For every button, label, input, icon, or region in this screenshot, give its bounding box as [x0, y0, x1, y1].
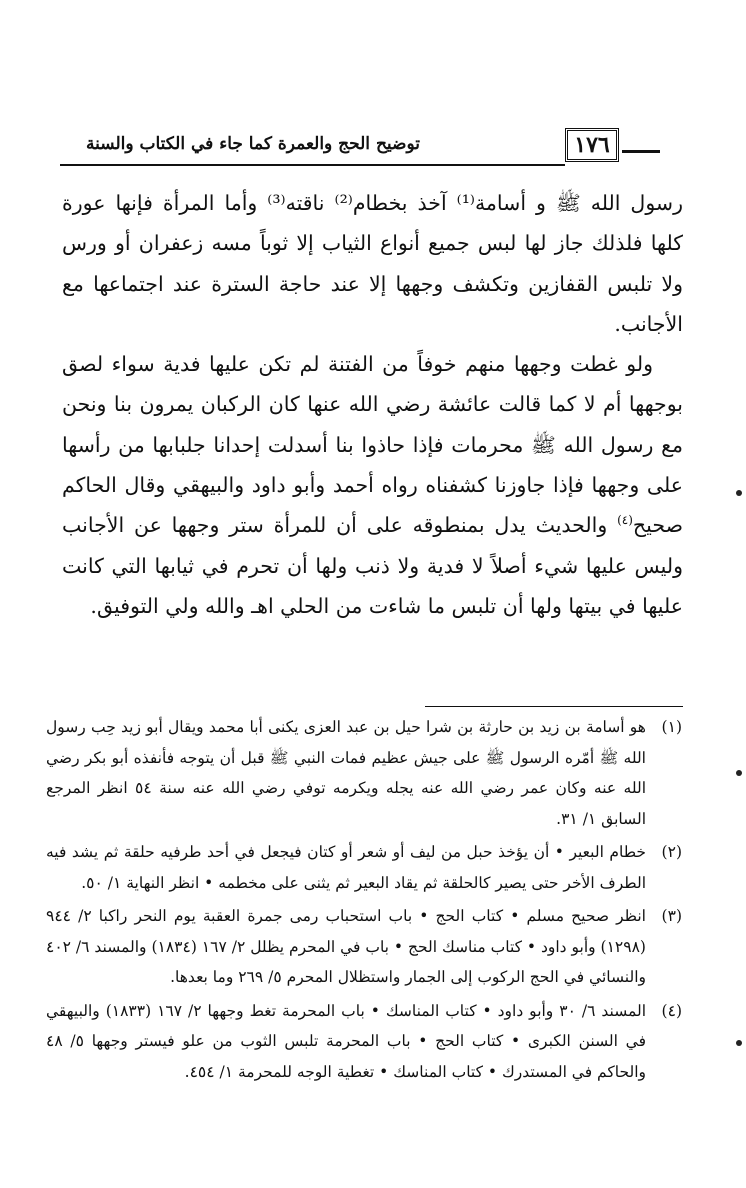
- paragraph-2-text: ولو غطت وجهها منهم خوفاً من الفتنة لم تكن عليها فدية سواء لصق بوجهها أم لا كما قالت عائشة رضي الله عنها كان الركبان يمرون بنا ونحن مع رسول الله ﷺ محرمات فإذا حاذوا بنا أسدلت إحدانا جلبابها من رأسها على وجهها فإذا جاوزنا كشفناه رواه أحمد وأبو داود والبيهقي وقال الحاكم صحيح: [62, 352, 683, 538]
- footnote-1: [46, 712, 682, 834]
- scan-mark: [736, 490, 742, 496]
- footnote-separator: [425, 706, 683, 707]
- page-header: [60, 128, 700, 168]
- footnote-2: [46, 837, 682, 898]
- header-rule-short: [622, 150, 660, 153]
- footnote-3: [46, 901, 682, 993]
- footnote-number: (١): [661, 718, 682, 736]
- footnote-number: (٣): [661, 907, 682, 925]
- scan-mark: [736, 1040, 742, 1046]
- footnote-ref-4: (٤): [617, 513, 633, 528]
- footnote-text: هو أسامة بن زيد بن حارثة بن شرا حيل بن عبد العزى يكنى أبا محمد ويقال أبو زيد حِب رسول الله ﷺ أمّره الرسول ﷺ على جيش عظيم فمات النبي ﷺ قبل أن يتوجه فأنفذه أبو بكر رضي الله عنه وكان عمر رضي الله عنه يجله ويكرمه توفي رضي الله عنه سنة ٥٤ انظر المرجع السابق ١/ ٣١.: [46, 718, 646, 828]
- footnote-text: المسند ٦/ ٣٠ وأبو داود • كتاب المناسك • باب المحرمة تغط وجهها ٢/ ١٦٧ (١٨٣٣) والبيهقي في السنن الكبرى • كتاب الحج • باب المحرمة تلبس الثوب من علو فيستر وجهها ٥/ ٤٨ والحاكم في المستدرك • كتاب المناسك • تغطية الوجه للمحرمة ١/ ٤٥٤.: [46, 1001, 647, 1081]
- page-number: ١٧٦: [565, 128, 619, 162]
- footnote-4: [46, 996, 682, 1088]
- main-text: [62, 183, 683, 626]
- running-title: توضيح الحج والعمرة كما جاء في الكتاب والسنة: [86, 134, 420, 154]
- footnotes: [46, 712, 682, 1087]
- footnote-text: خطام البعير • أن يؤخذ حبل من ليف أو شعر أو كتان فيجعل في أحد طرفيه حلقة ثم يشد فيه الطرف الأخر حتى يصير كالحلقة ثم يقاد البعير ثم يثنى على مخطمه • انظر النهاية ١/ ٥٠.: [46, 843, 646, 892]
- footnote-text: انظر صحيح مسلم • كتاب الحج • باب استحباب رمى جمرة العقبة يوم النحر راكبا ٢/ ٩٤٤ (١٢٩٨) وأبو داود • كتاب مناسك الحج • باب في المحرم يظلل ٢/ ١٦٧ (١٨٣٤) والمسند ٦/ ٤٠٢ والنسائي في الحج الركوب إلى الجمار واستظلال المحرم ٥/ ٢٦٩ وما بعدها.: [46, 907, 646, 986]
- paragraph-2: [62, 344, 683, 626]
- footnote-number: (٢): [661, 843, 682, 861]
- header-rule: [60, 164, 565, 166]
- paragraph-2-continuation: والحديث يدل بمنطوقه على أن للمرأة ستر وجهها عن الأجانب وليس عليها شيء أصلاً لا فدية ولا ذنب ولها أن تحرم في ثيابها التي كانت عليها في بيتها ولها أن تلبس ما شاءت من الحلي اهـ والله ولي التوفيق.: [62, 513, 683, 618]
- footnote-number: (٤): [661, 1001, 682, 1020]
- paragraph-1: رسول الله ﷺ و أسامة⁽¹⁾ آخذ بخطام⁽²⁾ ناقته⁽³⁾ وأما المرأة فإنها عورة كلها فلذلك جاز لها لبس جميع أنواع الثياب إلا ثوباً مسه زعفران أو ورس ولا تلبس القفازين وتكشف وجهها إلا عند حاجة السترة عند اجتماعها مع الأجانب.: [62, 191, 683, 336]
- scan-mark: [736, 770, 742, 776]
